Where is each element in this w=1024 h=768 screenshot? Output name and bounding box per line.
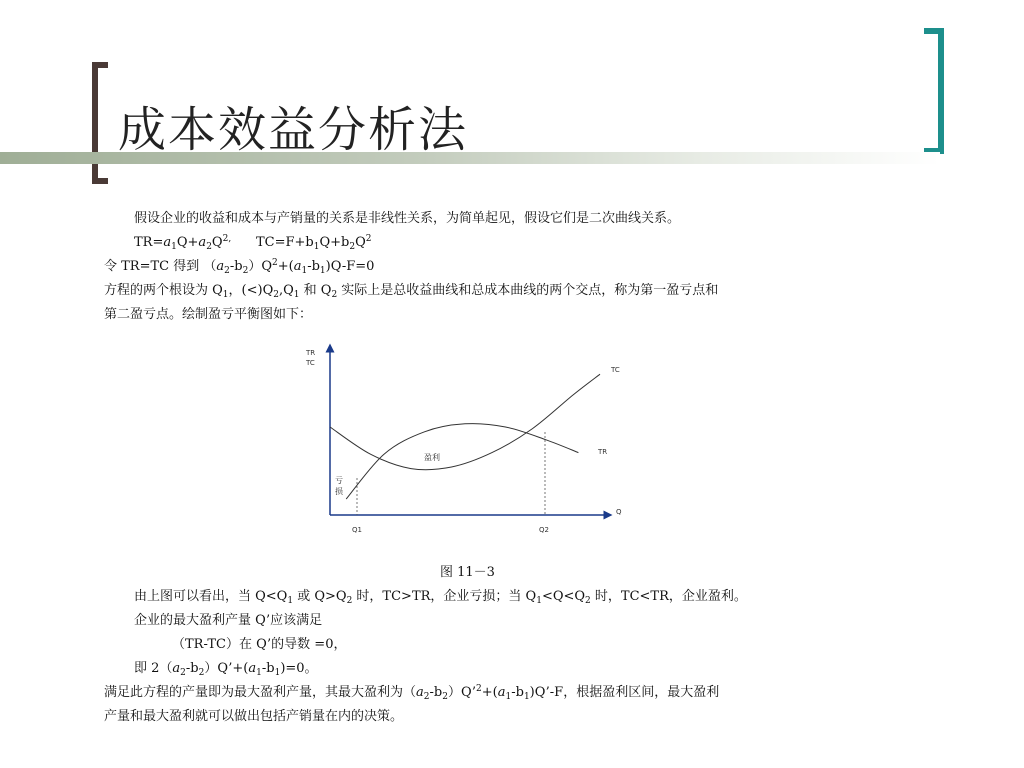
- figure-caption: 图 11－3: [440, 565, 495, 580]
- formula-tr: $TR=a_1Q+a_2Q^{2,}$: [134, 234, 232, 252]
- loss-annotation-1: 亏: [335, 476, 343, 485]
- final-line: 产量和最大盈利就可以做出包括产销量在内的决策。: [104, 709, 404, 724]
- curve-tr: [346, 424, 578, 499]
- tc-curve-label: TC: [611, 366, 620, 374]
- y-axis-label-tc: TC: [306, 359, 315, 367]
- equation-line: 令 TR=TC 得到 $(a_2-b_2)Q^2+(a_1-b_1)Q-F=0$: [104, 258, 375, 276]
- tr-curve-label: TR: [598, 448, 608, 456]
- loss-annotation-2: 损: [335, 487, 343, 496]
- ji-line: 即 $2(a_2-b_2)Q’+(a_1-b_1)=0$。: [134, 661, 318, 678]
- curve-tc: [330, 374, 600, 470]
- break-even-chart: [300, 340, 630, 540]
- roots-line-2: 第二盈亏点。绘制盈亏平衡图如下：: [104, 307, 313, 322]
- satisfy-line: 满足此方程的产量即为最大盈利产量，其最大盈利为$(a_2-b_2)Q’^2+(a_1-b_1)Q’-F$，根据盈利区间，最大盈利: [104, 684, 720, 702]
- max-profit-line: 企业的最大盈利产量 Q’应该满足: [134, 613, 323, 628]
- series-layer: [330, 374, 600, 499]
- q2-label: Q2: [539, 526, 549, 534]
- q1-label: Q1: [352, 526, 362, 534]
- derivative-line: （TR-TC）在 Q’的导数 =0，: [172, 637, 347, 652]
- intro-text: 假设企业的收益和成本与产销量的关系是非线性关系，为简单起见，假设它们是二次曲线关系。: [134, 211, 681, 226]
- profit-annotation: 盈利: [424, 453, 440, 462]
- right-bracket-decoration: [924, 28, 944, 154]
- slide-title: 成本效益分析法: [118, 102, 469, 158]
- analysis-line: 由上图可以看出，当 $Q<Q_1$ 或 $Q>Q_2$ 时，TC>TR，企业亏损；当 $Q_1<Q<Q_2$ 时，TC<TR，企业盈利。: [134, 589, 747, 606]
- y-axis-label-tr: TR: [306, 349, 316, 357]
- x-axis-label: Q: [616, 508, 622, 516]
- roots-line: 方程的两个根设为 $Q_1$，$(<)Q_2,Q_1$ 和 $Q_2$ 实际上是总收益曲线和总成本曲线的两个交点，称为第一盈亏点和: [104, 283, 719, 300]
- formula-tc: $TC=F+b_1Q+b_2Q^2$: [256, 234, 372, 252]
- left-bracket-decoration: [92, 62, 108, 184]
